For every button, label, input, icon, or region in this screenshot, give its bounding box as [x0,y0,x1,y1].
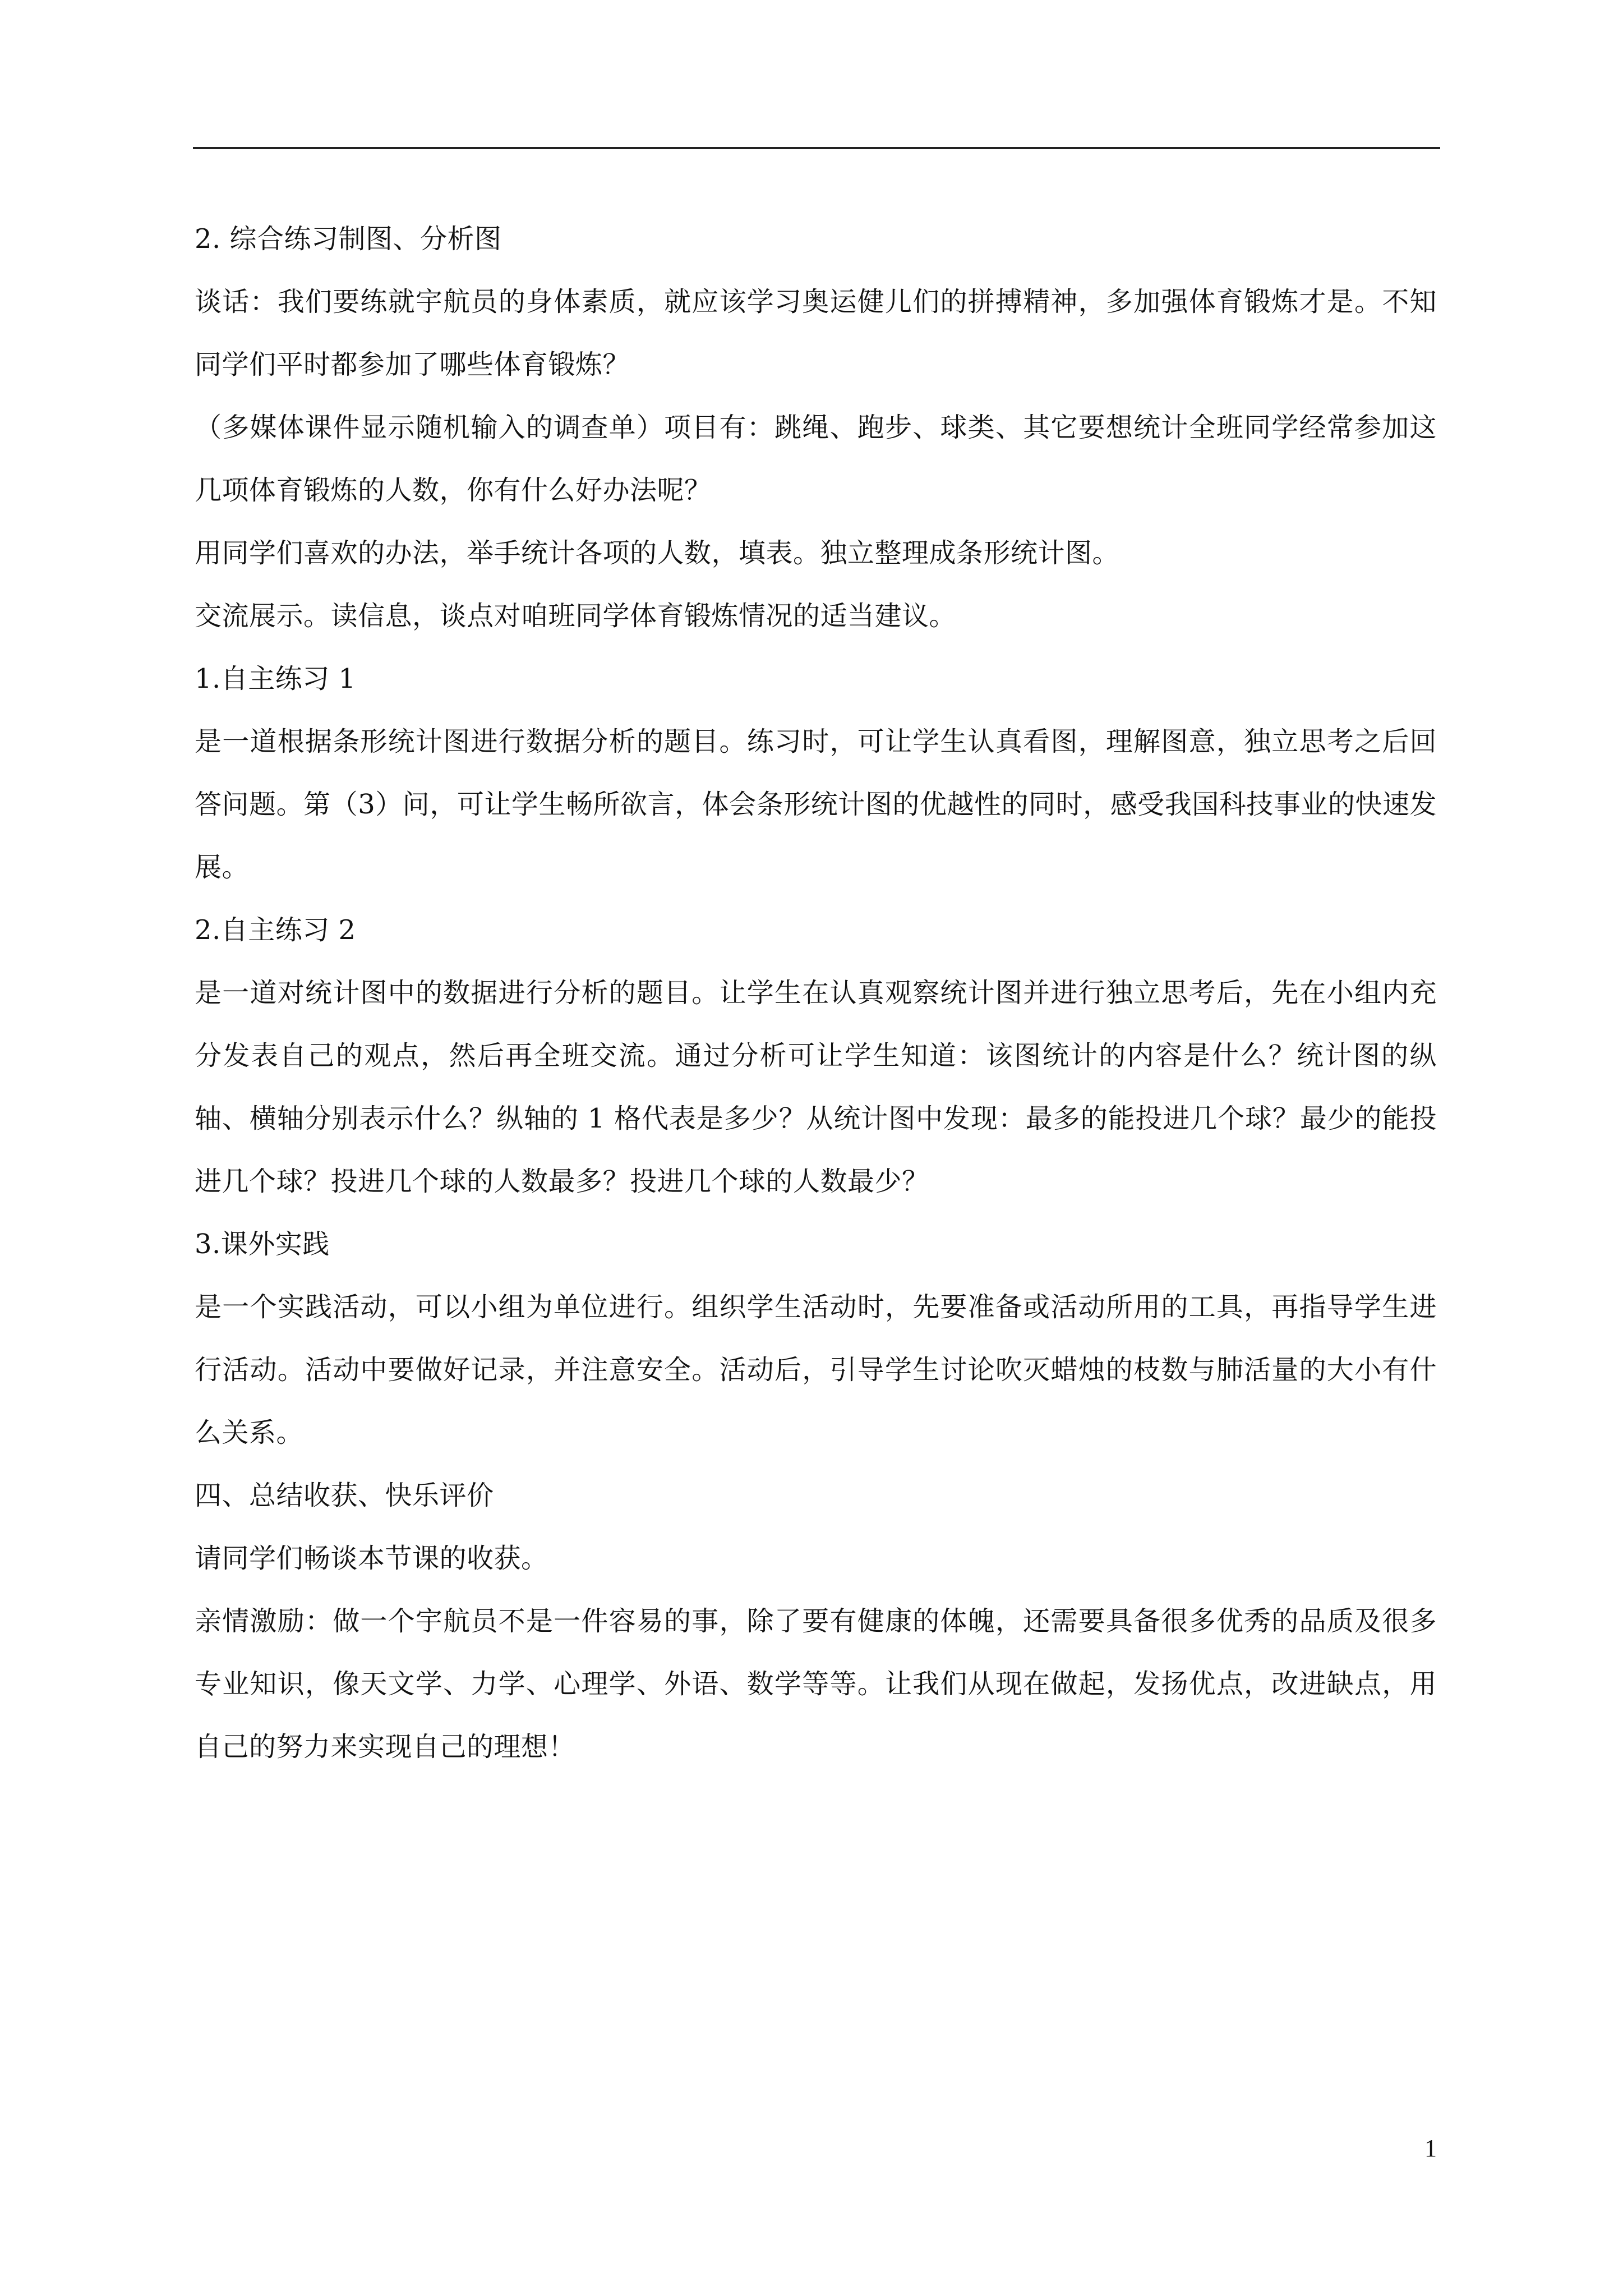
subsection-heading: 1.自主练习 1 [195,663,356,694]
paragraph: 谈话：我们要练就宇航员的身体素质，就应该学习奥运健儿们的拼搏精神，多加强体育锻炼才是。不知同学们平时都参加了哪些体育锻炼？ [195,286,1437,380]
page-number: 1 [1424,2134,1437,2162]
section-heading: 2. 综合练习制图、分析图 [195,223,502,255]
paragraph: 交流展示。读信息，谈点对咱班同学体育锻炼情况的适当建议。 [195,600,957,632]
paragraph: 是一个实践活动，可以小组为单位进行。组织学生活动时，先要准备或活动所用的工具，再指导学生进行活动。活动中要做好记录，并注意安全。活动后，引导学生讨论吹灭蜡烛的枝数与肺活量的大小有什么关系。 [195,1291,1437,1448]
section-heading: 四、总结收获、快乐评价 [195,1480,494,1511]
paragraph: 是一道对统计图中的数据进行分析的题目。让学生在认真观察统计图并进行独立思考后，先在小组内充分发表自己的观点，然后再全班交流。通过分析可让学生知道：该图统计的内容是什么？统计图的纵轴、横轴分别表示什么？纵轴的 1 格代表是多少？从统计图中发现：最多的能投进几个球？最少的能投进几个球？投进几个球的人数最多？投进几个球的人数最少？ [195,977,1437,1197]
subsection-heading: 3.课外实践 [195,1228,330,1260]
subsection-heading: 2.自主练习 2 [195,914,356,946]
paragraph: （多媒体课件显示随机输入的调查单）项目有：跳绳、跑步、球类、其它要想统计全班同学经常参加这几项体育锻炼的人数，你有什么好办法呢？ [195,412,1437,506]
document-body [195,208,1437,1778]
paragraph: 是一道根据条形统计图进行数据分析的题目。练习时，可让学生认真看图，理解图意，独立思考之后回答问题。第（3）问，可让学生畅所欲言，体会条形统计图的优越性的同时，感受我国科技事业的快速发展。 [195,726,1437,883]
paragraph: 请同学们畅谈本节课的收获。 [195,1543,548,1574]
paragraph: 用同学们喜欢的办法，举手统计各项的人数，填表。独立整理成条形统计图。 [195,537,1120,569]
paragraph: 亲情激励：做一个宇航员不是一件容易的事，除了要有健康的体魄，还需要具备很多优秀的品质及很多专业知识，像天文学、力学、心理学、外语、数学等等。让我们从现在做起，发扬优点，改进缺点，用自己的努力来实现自己的理想！ [195,1605,1437,1763]
header-rule [193,147,1440,149]
